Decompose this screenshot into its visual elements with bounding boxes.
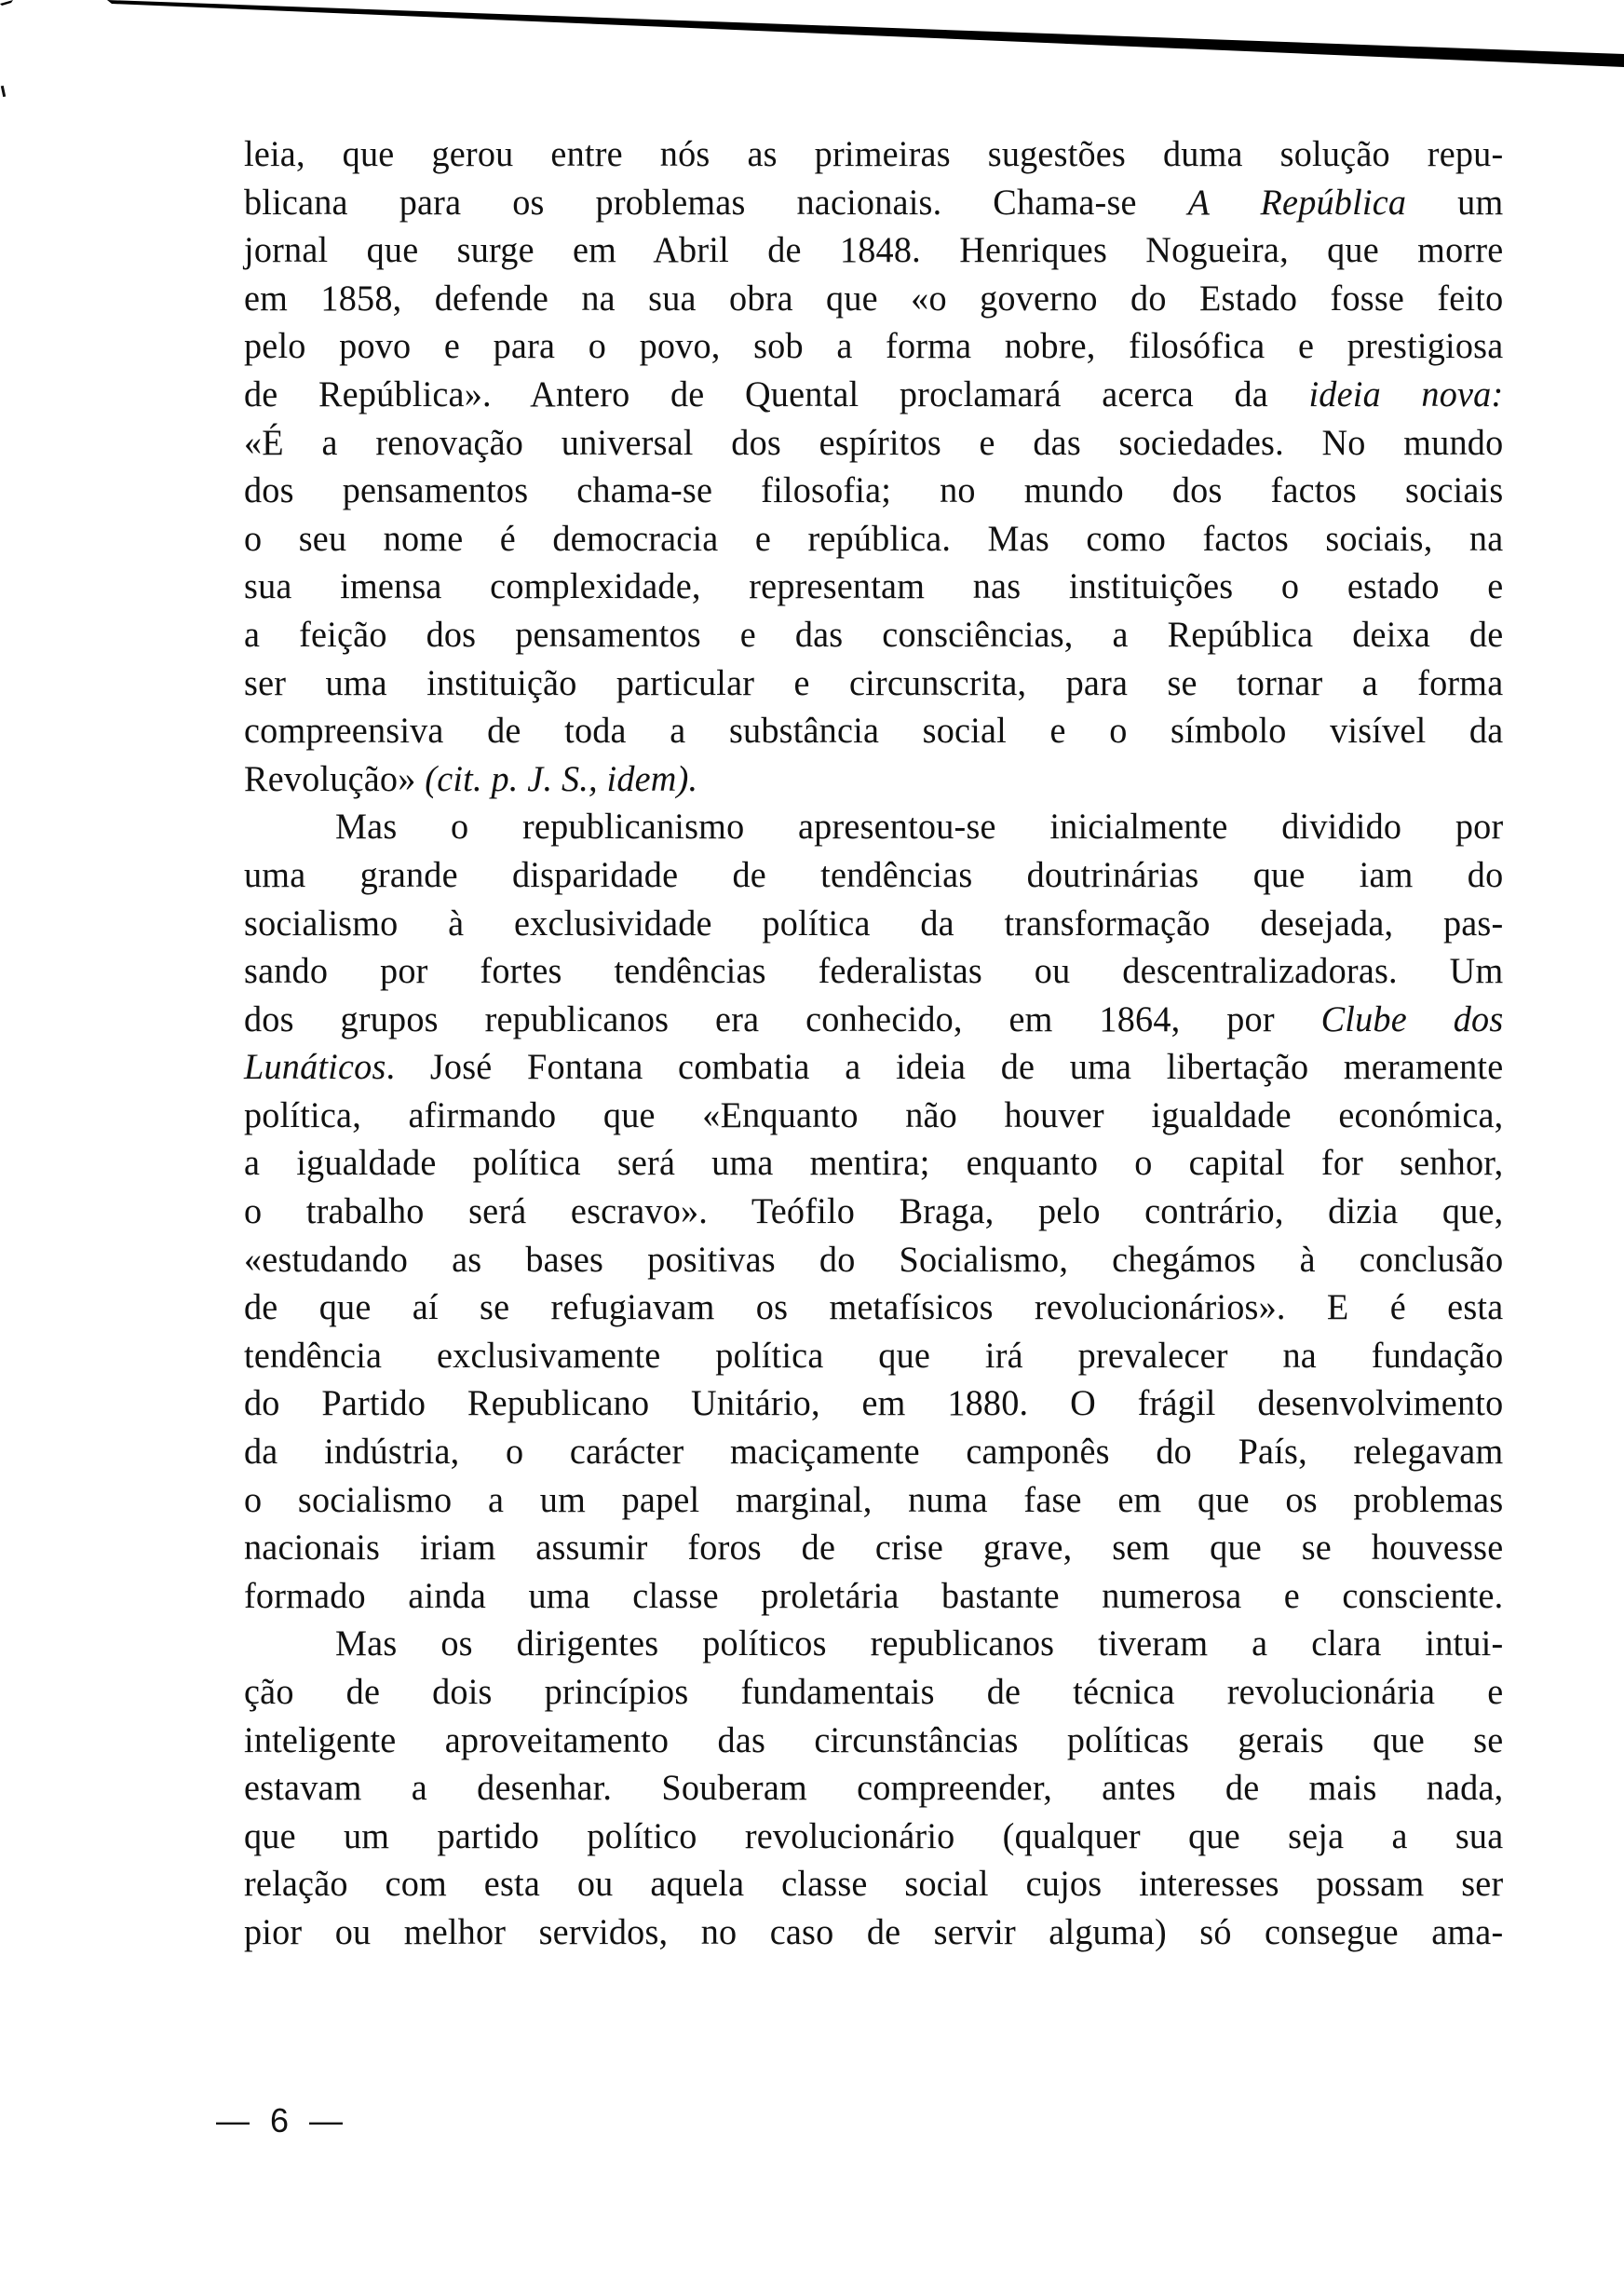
italic-text: ideia nova:: [1308, 373, 1504, 414]
text-line: [244, 1332, 1503, 1380]
page-number: — 6 —: [216, 2101, 349, 2139]
text-line: [244, 803, 1503, 851]
text-segment: uma grande disparidade de tendências doutrinárias que iam do: [244, 854, 1504, 895]
text-segment: leia, que gerou entre nós as primeiras sugestões duma solução repu-: [244, 134, 1504, 174]
text-line: [244, 1236, 1503, 1284]
text-line: [244, 1188, 1503, 1236]
text-segment: formado ainda uma classe proletária bastante numerosa e consciente.: [244, 1575, 1504, 1616]
text-line: [244, 851, 1503, 900]
text-line: [244, 130, 1503, 179]
page-body-text: [244, 130, 1529, 1957]
text-segment: dos pensamentos chama-se filosofia; no mundo dos factos sociais: [244, 470, 1504, 511]
text-line: [244, 515, 1503, 564]
text-segment: socialismo à exclusividade política da transformação desejada, pas-: [244, 903, 1504, 944]
text-line: [244, 1043, 1503, 1092]
text-segment: o socialismo a um papel marginal, numa fase em que os problemas: [244, 1479, 1504, 1520]
text-segment: estavam a desenhar. Souberam compreender, antes de mais nada,: [244, 1768, 1504, 1809]
text-segment: ser uma instituição particular e circunscrita, para se tornar a forma: [244, 662, 1504, 703]
text-segment: nacionais iriam assumir foros de crise grave, sem que se houvesse: [244, 1528, 1504, 1568]
text-line: [244, 1860, 1503, 1908]
text-segment: relação com esta ou aquela classe social cujos interesses possam ser: [244, 1864, 1504, 1905]
text-segment: «estudando as bases positivas do Socialismo, chegámos à conclusão: [244, 1239, 1504, 1280]
text-line: [244, 1908, 1503, 1957]
text-line: [244, 1379, 1503, 1428]
text-segment: «É a renovação universal dos espíritos e das sociedades. No mundo: [244, 422, 1504, 463]
text-segment: Mas o republicanismo apresentou-se inicialmente dividido por: [335, 807, 1504, 848]
text-segment: Mas os dirigentes políticos republicanos tiveram a clara intui-: [335, 1623, 1504, 1664]
text-line: [244, 611, 1503, 659]
text-line: [244, 1764, 1503, 1813]
text-line: [244, 947, 1503, 996]
text-line: [244, 996, 1503, 1044]
text-line: [244, 275, 1503, 323]
text-line: [244, 755, 1503, 804]
text-segment: da indústria, o carácter maciçamente camponês do País, relegavam: [244, 1432, 1504, 1473]
text-segment: sua imensa complexidade, representam nas instituições o estado e: [244, 566, 1504, 607]
text-line: [244, 322, 1503, 371]
text-segment: dos grupos republicanos era conhecido, em 1864, por: [244, 998, 1321, 1039]
text-segment: sando por fortes tendências federalistas ou descentralizadoras. Um: [244, 951, 1504, 992]
text-line: [244, 659, 1503, 708]
text-line: [244, 1717, 1503, 1765]
text-segment: em 1858, defende na sua obra que «o governo do Estado fosse feito: [244, 278, 1504, 319]
text-segment: jornal que surge em Abril de 1848. Henriques Nogueira, que morre: [244, 230, 1504, 271]
text-segment: política, afirmando que «Enquanto não houver igualdade económica,: [244, 1094, 1504, 1135]
italic-text: Lunáticos: [244, 1047, 386, 1088]
italic-text: A República: [1187, 182, 1407, 223]
text-segment: ção de dois princípios fundamentais de técnica revolucionária e: [244, 1672, 1504, 1712]
text-line: [244, 226, 1503, 275]
text-segment: de que aí se refugiavam os metafísicos revolucionários». E é esta: [244, 1287, 1504, 1328]
text-line: [244, 1813, 1503, 1861]
text-segment: tendência exclusivamente política que irá prevalecer na fundação: [244, 1335, 1504, 1376]
text-segment: pior ou melhor servidos, no caso de servir alguma) só consegue ama-: [244, 1911, 1504, 1952]
text-line: [244, 1572, 1503, 1621]
text-segment: inteligente aproveitamento das circunstâncias políticas gerais que se: [244, 1719, 1504, 1760]
italic-text: (cit. p. J. S., idem).: [425, 758, 698, 799]
text-line: [244, 707, 1503, 755]
scan-artifact-mark: [1, 86, 6, 97]
text-line: [244, 1620, 1503, 1668]
text-line: [244, 1139, 1503, 1188]
text-segment: de República». Antero de Quental proclamará acerca da: [244, 373, 1309, 414]
text-line: [244, 371, 1503, 419]
text-line: [244, 1092, 1503, 1140]
italic-text: Clube dos: [1320, 998, 1504, 1039]
text-line: [244, 1476, 1503, 1525]
text-segment: um: [1406, 182, 1504, 223]
text-segment: pelo povo e para o povo, sob a forma nobre, filosófica e prestigiosa: [244, 326, 1504, 367]
text-line: [244, 179, 1503, 227]
text-line: [244, 563, 1503, 611]
text-segment: a feição dos pensamentos e das consciências, a República deixa de: [244, 614, 1504, 655]
text-segment: . José Fontana combatia a ideia de uma libertação meramente: [386, 1047, 1504, 1088]
text-segment: blicana para os problemas nacionais. Chama-se: [244, 182, 1188, 223]
text-segment: que um partido político revolucionário (qualquer que seja a sua: [244, 1815, 1504, 1856]
text-segment: o seu nome é democracia e república. Mas como factos sociais, na: [244, 518, 1504, 559]
text-line: [244, 1428, 1503, 1476]
text-line: [244, 900, 1503, 948]
text-line: [244, 467, 1503, 515]
text-line: [244, 1283, 1503, 1332]
text-segment: a igualdade política será uma mentira; enquanto o capital for senhor,: [244, 1143, 1504, 1184]
text-segment: do Partido Republicano Unitário, em 1880. O frágil desenvolvimento: [244, 1383, 1504, 1424]
scan-edge-shadow: [0, 0, 1624, 75]
text-segment: compreensiva de toda a substância social e o símbolo visível da: [244, 711, 1504, 752]
text-line: [244, 419, 1503, 468]
text-line: [244, 1668, 1503, 1717]
text-line: [244, 1524, 1503, 1572]
text-segment: o trabalho será escravo». Teófilo Braga, pelo contrário, dizia que,: [244, 1191, 1504, 1232]
text-segment: Revolução»: [244, 758, 426, 799]
